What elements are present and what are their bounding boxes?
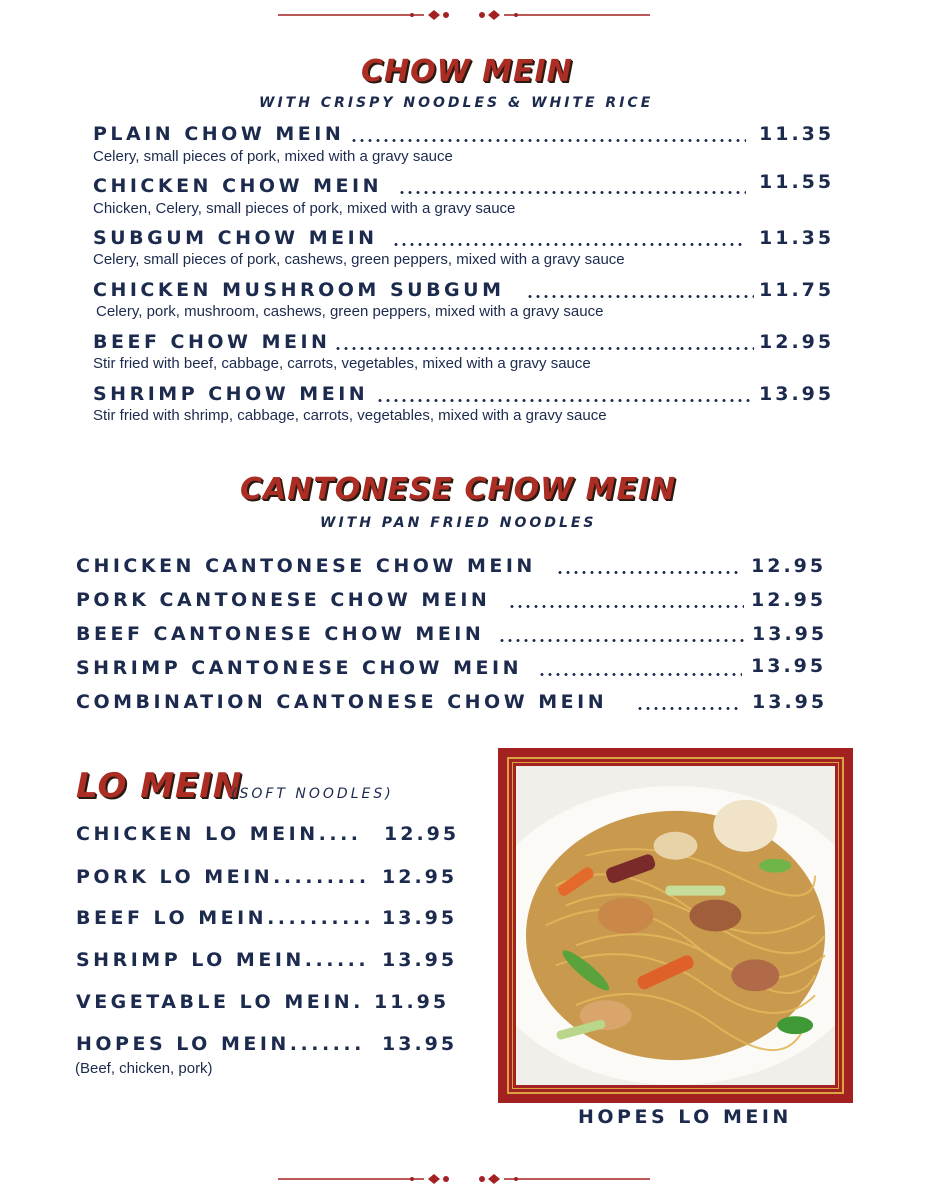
dish-description: Chicken, Celery, small pieces of pork, mixed with a gravy sauce [93, 200, 516, 217]
lo-mein-subtitle: (SOFT NOODLES) [231, 786, 394, 802]
dish-name: SHRIMP CHOW MEIN [93, 383, 369, 405]
dish-price: 13.95 [382, 949, 458, 971]
leader-dots [526, 295, 754, 298]
photo-caption: HOPES LO MEIN [578, 1106, 792, 1128]
leader-dots [556, 571, 740, 574]
dish-name: PLAIN CHOW MEIN [93, 123, 345, 145]
dish-price: 12.95 [751, 589, 827, 611]
leader-dots [334, 347, 754, 350]
lo-mein-photo [516, 766, 835, 1085]
dish-name: CHICKEN CANTONESE CHOW MEIN [76, 555, 536, 577]
dish-name: CHICKEN MUSHROOM SUBGUM [93, 279, 505, 301]
dish-name: BEEF CANTONESE CHOW MEIN [76, 623, 485, 645]
leader-dots [376, 399, 754, 402]
dish-description: Celery, pork, mushroom, cashews, green peppers, mixed with a gravy sauce [96, 303, 604, 320]
chow-mein-subtitle: WITH CRISPY NOODLES & WHITE RICE [259, 95, 654, 111]
dish-name: CHICKEN LO MEIN.... [76, 823, 362, 845]
leader-dots [392, 243, 742, 246]
dish-note: (Beef, chicken, pork) [75, 1060, 213, 1077]
dish-name: PORK LO MEIN......... [76, 866, 370, 888]
leader-dots [538, 673, 742, 676]
leader-dots [350, 139, 746, 142]
dish-price: 11.55 [759, 171, 835, 193]
dish-price: 11.95 [374, 991, 450, 1013]
dish-price: 12.95 [384, 823, 460, 845]
dish-description: Stir fried with shrimp, cabbage, carrots, vegetables, mixed with a gravy sauce [93, 407, 607, 424]
dish-price: 13.95 [759, 383, 835, 405]
decorative-divider-top [278, 8, 650, 22]
dish-name: BEEF LO MEIN.......... [76, 907, 375, 929]
dish-description: Celery, small pieces of pork, mixed with a gravy sauce [93, 148, 453, 165]
dish-price: 13.95 [752, 623, 828, 645]
dish-price: 13.95 [382, 907, 458, 929]
dish-name: PORK CANTONESE CHOW MEIN [76, 589, 491, 611]
dish-name: CHICKEN CHOW MEIN [93, 175, 383, 197]
dish-price: 13.95 [751, 655, 827, 677]
leader-dots [636, 707, 742, 710]
dish-price: 12.95 [759, 331, 835, 353]
dish-description: Celery, small pieces of pork, cashews, green peppers, mixed with a gravy sauce [93, 251, 625, 268]
cantonese-subtitle: WITH PAN FRIED NOODLES [320, 515, 597, 531]
leader-dots [508, 605, 744, 608]
dish-name: VEGETABLE LO MEIN. [76, 991, 364, 1013]
cantonese-title: CANTONESE CHOW MEIN [240, 472, 677, 507]
dish-name: SUBGUM CHOW MEIN [93, 227, 378, 249]
dish-price: 11.35 [759, 123, 835, 145]
dish-price: 12.95 [382, 866, 458, 888]
dish-price: 11.75 [759, 279, 835, 301]
dish-name: COMBINATION CANTONESE CHOW MEIN [76, 691, 608, 713]
dish-photo-frame [498, 748, 853, 1103]
dish-name: HOPES LO MEIN....... [76, 1033, 365, 1055]
lo-mein-title: LO MEIN [76, 766, 243, 806]
dish-description: Stir fried with beef, cabbage, carrots, vegetables, mixed with a gravy sauce [93, 355, 591, 372]
dish-price: 11.35 [759, 227, 835, 249]
leader-dots [398, 191, 746, 194]
dish-name: SHRIMP LO MEIN...... [76, 949, 370, 971]
chow-mein-title: CHOW MEIN [361, 54, 573, 89]
decorative-divider-bottom [278, 1172, 650, 1186]
dish-name: SHRIMP CANTONESE CHOW MEIN [76, 657, 522, 679]
dish-price: 12.95 [751, 555, 827, 577]
dish-price: 13.95 [752, 691, 828, 713]
dish-name: BEEF CHOW MEIN [93, 331, 331, 353]
dish-price: 13.95 [382, 1033, 458, 1055]
leader-dots [498, 639, 746, 642]
